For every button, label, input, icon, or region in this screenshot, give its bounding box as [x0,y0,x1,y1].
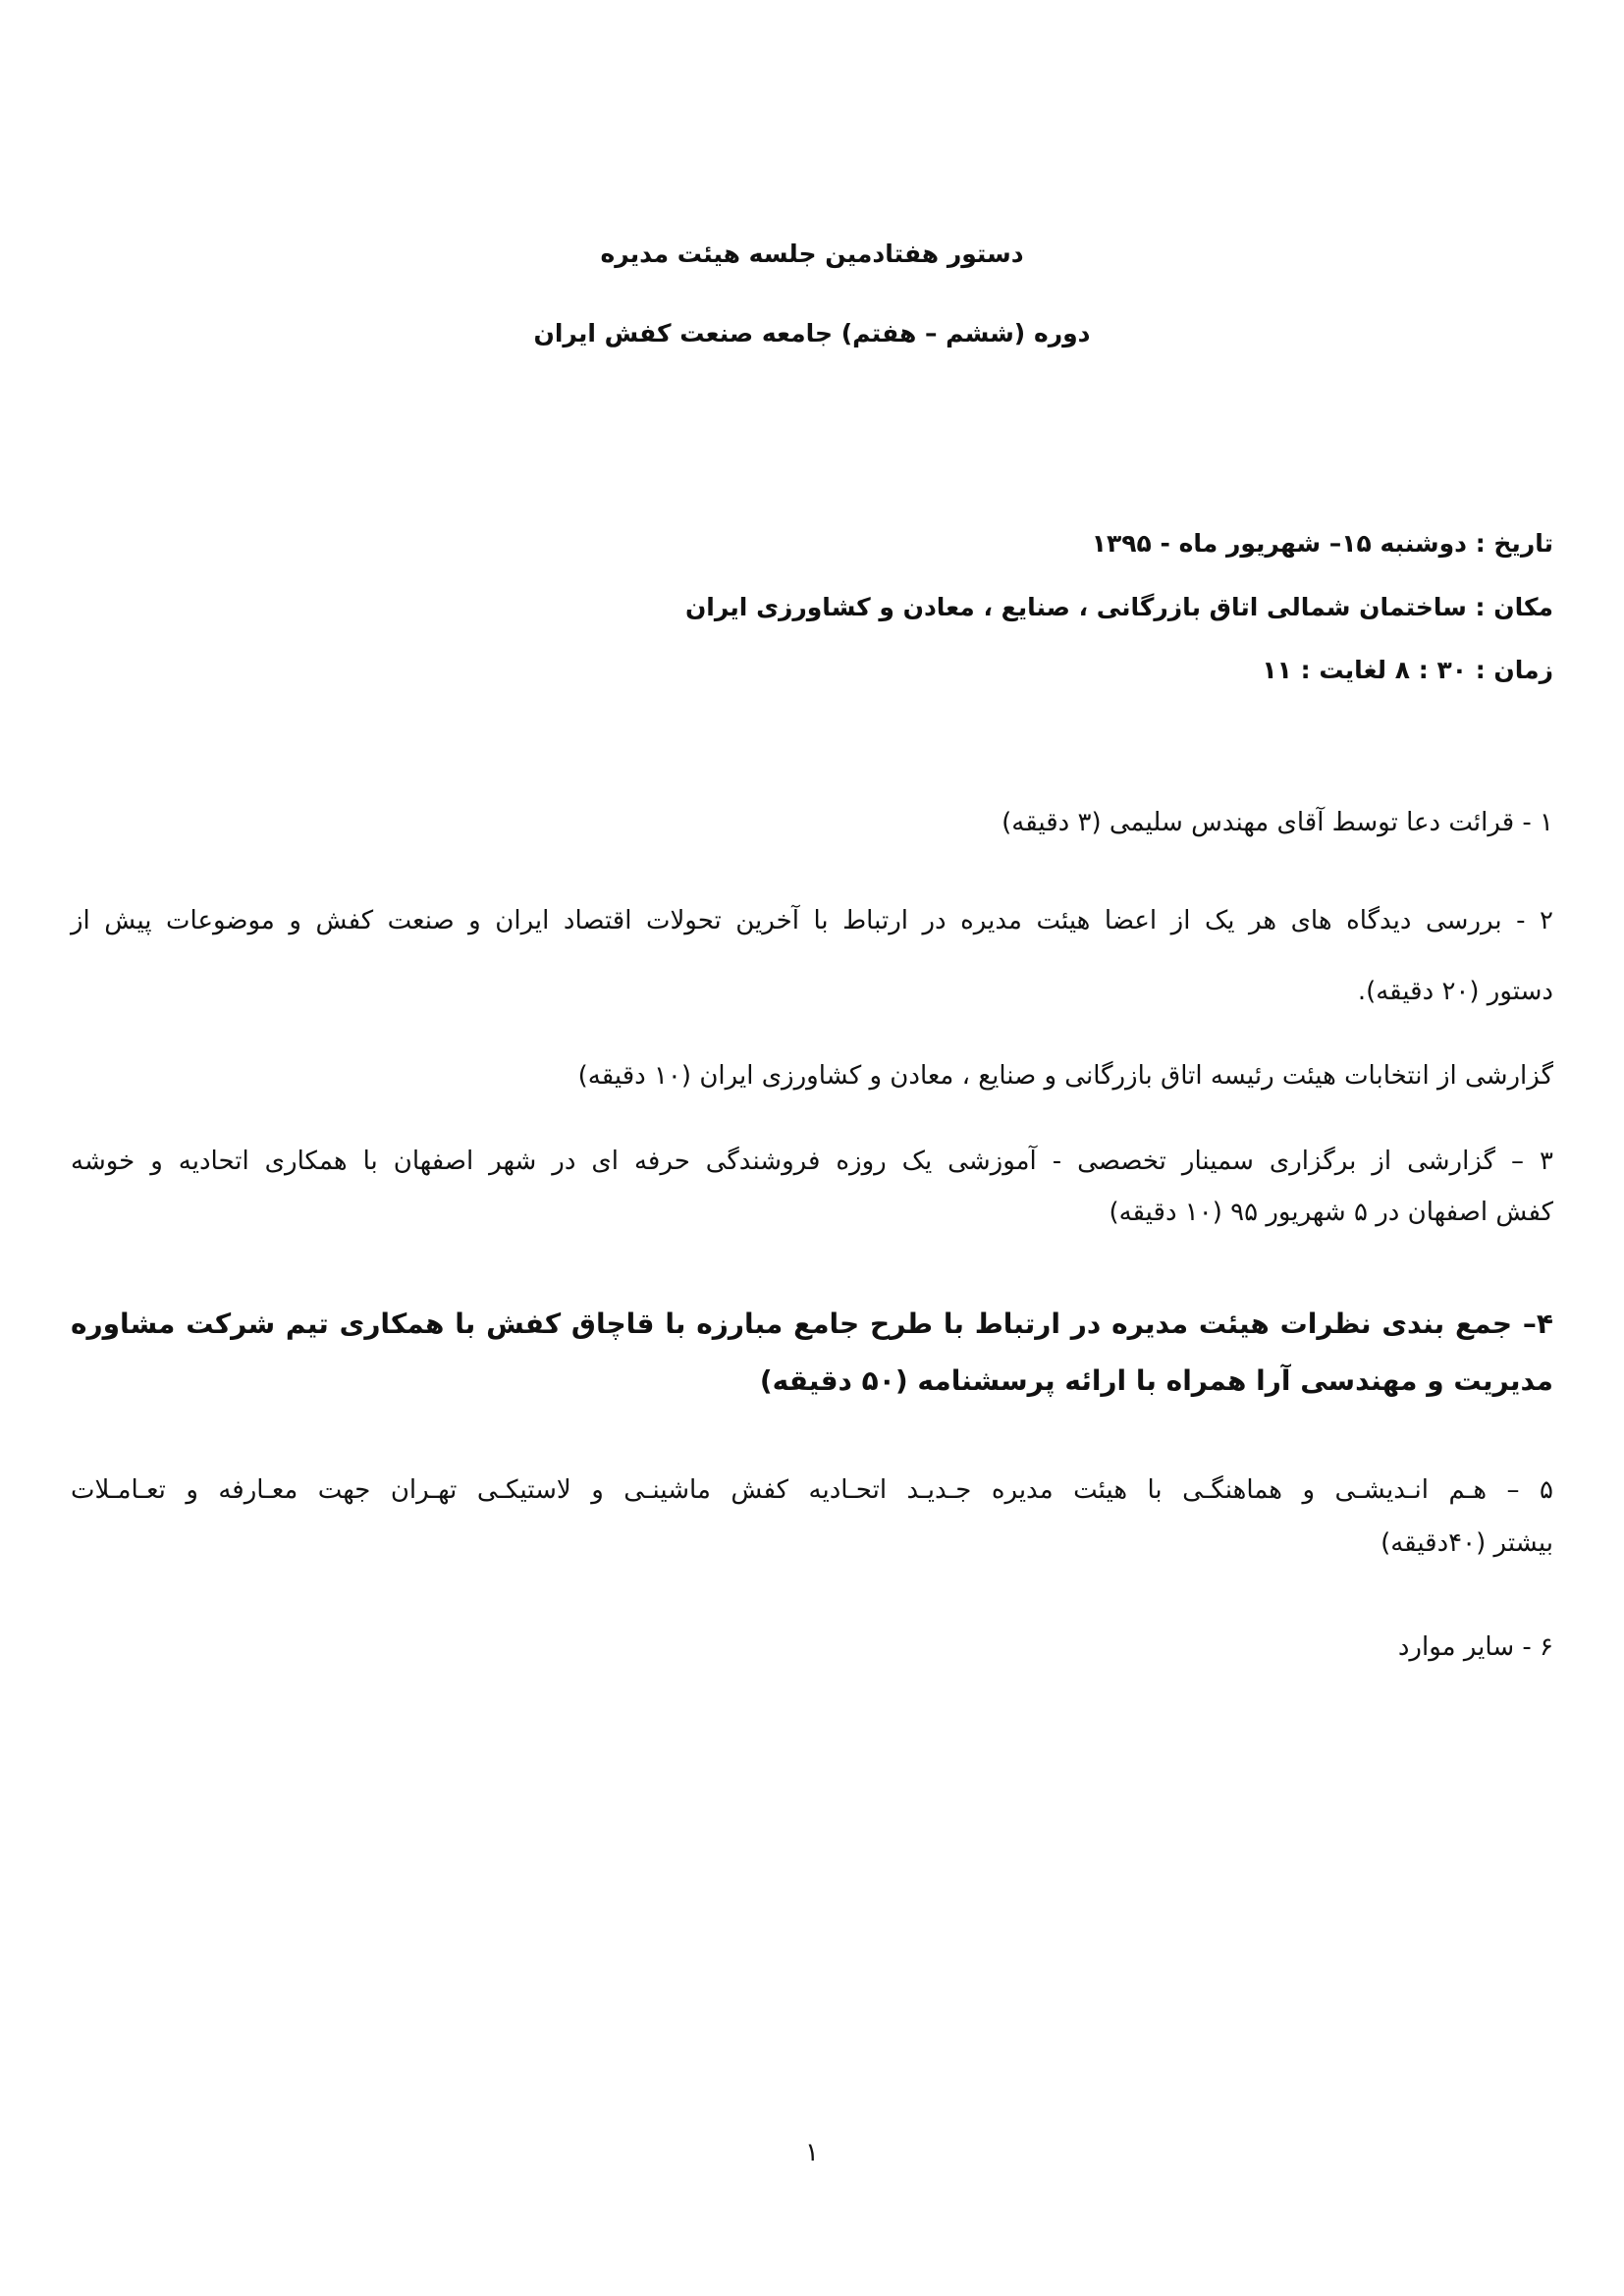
agenda-item-5 [71,1477,1553,1562]
agenda-item-2 [71,908,1553,1010]
meeting-date: تاریخ : دوشنبه ۱۵– شهریور ماه - ۱۳۹۵ [1091,529,1553,558]
agenda-item-text: کفش اصفهان در ۵ شهریور ۹۵ (۱۰ دقیقه) [1109,1198,1553,1227]
agenda-item-4 [71,1310,1553,1403]
agenda-item-report-elections [71,1063,1553,1095]
agenda-item-6 [71,1634,1553,1666]
agenda-item-text: ۴– جمع بندی نظرات هیئت مدیره در ارتباط با طرح جامع مبارزه با قاچاق کفش با همکاری تیم شرکت مشاوره [71,1308,1553,1340]
agenda-item-text: ۵ – هـم انـدیشـی و هماهنگـی با هیئت مدیره جـدیـد اتحـادیه کفش ماشینـی و لاستیکـی تهـران جهت معـارفه و تعـامـلات [71,1475,1553,1505]
page-number: ۱ [805,2138,819,2167]
agenda-item-text: ۱ - قرائت دعا توسط آقای مهندس سلیمی (۳ دقیقه) [1001,808,1553,837]
agenda-item-1 [71,810,1553,841]
agenda-item-text: ۳ – گزارشی از برگزاری سمینار تخصصی - آموزشی یک روزه فروشندگی حرفه ای در شهر اصفهان با همکاری اتحادیه و خوشه [71,1147,1553,1176]
meeting-place: مکان : ساختمان شمالی اتاق بازرگانی ، صنایع ، معادن و کشاورزی ایران [684,593,1553,621]
meeting-time: زمان : ۳۰ : ۸ لغایت : ۱۱ [1262,656,1553,684]
agenda-item-text: گزارشی از انتخابات هیئت رئیسه اتاق بازرگانی و صنایع ، معادن و کشاورزی ایران (۱۰ دقیقه) [577,1061,1553,1091]
document-subtitle: دوره (ششم – هفتم) جامعه صنعت کفش ایران [533,319,1091,347]
agenda-item-text: ۶ - سایر موارد [1397,1632,1553,1662]
agenda-item-text: دستور (۲۰ دقیقه). [1357,977,1553,1006]
agenda-item-3 [71,1148,1553,1231]
agenda-item-text: ۲ - بررسی دیدگاه های هر یک از اعضا هیئت مدیره در ارتباط با آخرین تحولات اقتصاد ایران و صنعت کفش و موضوعات پیش از [71,906,1553,935]
document-title: دستور هفتادمین جلسه هیئت مدیره [600,240,1024,268]
agenda-item-text: بیشتر (۴۰دقیقه) [1380,1528,1553,1558]
agenda-item-text: مدیریت و مهندسی آرا همراه با ارائه پرسشنامه (۵۰ دقیقه) [759,1364,1553,1397]
